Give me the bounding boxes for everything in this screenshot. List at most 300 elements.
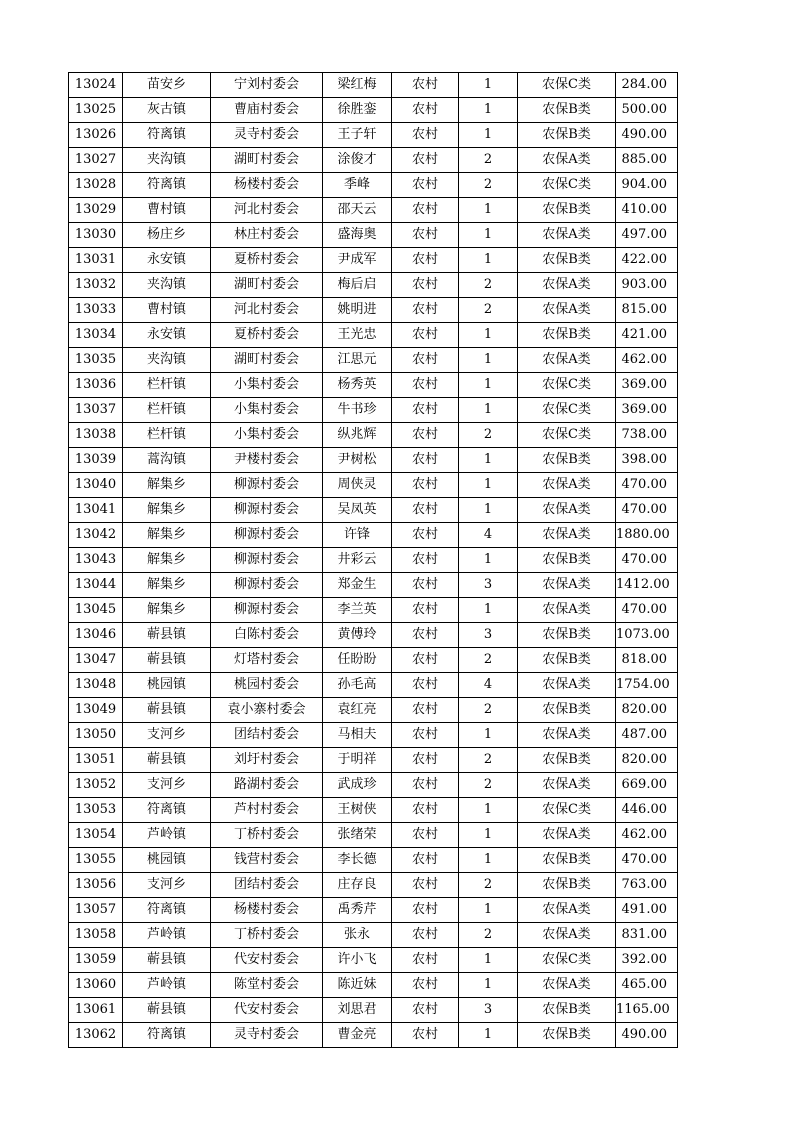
township-cell: 永安镇 [123,248,211,273]
person-name-cell: 徐胜銮 [323,98,392,123]
household-size-cell: 1 [459,198,518,223]
person-name-cell: 杨秀英 [323,373,392,398]
residence-type-cell: 农村 [392,223,459,248]
person-name-cell: 盛海奥 [323,223,392,248]
township-cell: 蕲县镇 [123,998,211,1023]
insurance-category-cell: 农保A类 [518,473,616,498]
record-id-cell: 13053 [69,798,123,823]
insurance-category-cell: 农保C类 [518,423,616,448]
village-committee-cell: 芦村村委会 [211,798,323,823]
amount-cell: 470.00 [616,548,678,573]
residence-type-cell: 农村 [392,773,459,798]
township-cell: 符离镇 [123,173,211,198]
township-cell: 芦岭镇 [123,973,211,998]
household-size-cell: 2 [459,648,518,673]
village-committee-cell: 小集村委会 [211,423,323,448]
residence-type-cell: 农村 [392,348,459,373]
residence-type-cell: 农村 [392,373,459,398]
insurance-category-cell: 农保B类 [518,848,616,873]
residence-type-cell: 农村 [392,648,459,673]
person-name-cell: 尹成军 [323,248,392,273]
village-committee-cell: 河北村委会 [211,298,323,323]
residence-type-cell: 农村 [392,398,459,423]
amount-cell: 369.00 [616,398,678,423]
household-size-cell: 3 [459,573,518,598]
table-row [69,723,678,748]
township-cell: 曹村镇 [123,198,211,223]
table-row [69,598,678,623]
record-id-cell: 13031 [69,248,123,273]
insurance-category-cell: 农保C类 [518,948,616,973]
village-committee-cell: 小集村委会 [211,398,323,423]
amount-cell: 815.00 [616,298,678,323]
village-committee-cell: 灯塔村委会 [211,648,323,673]
table-row [69,848,678,873]
residence-type-cell: 农村 [392,873,459,898]
village-committee-cell: 丁桥村委会 [211,923,323,948]
insurance-category-cell: 农保A类 [518,273,616,298]
township-cell: 支河乡 [123,723,211,748]
village-committee-cell: 宁刘村委会 [211,73,323,98]
table-row [69,648,678,673]
table-row [69,223,678,248]
record-id-cell: 13042 [69,523,123,548]
township-cell: 夹沟镇 [123,348,211,373]
residence-type-cell: 农村 [392,748,459,773]
household-size-cell: 1 [459,448,518,473]
amount-cell: 487.00 [616,723,678,748]
residence-type-cell: 农村 [392,898,459,923]
insurance-category-cell: 农保C类 [518,373,616,398]
village-committee-cell: 丁桥村委会 [211,823,323,848]
residence-type-cell: 农村 [392,948,459,973]
residence-type-cell: 农村 [392,823,459,848]
township-cell: 永安镇 [123,323,211,348]
residence-type-cell: 农村 [392,98,459,123]
village-committee-cell: 代安村委会 [211,948,323,973]
household-size-cell: 2 [459,923,518,948]
village-committee-cell: 杨楼村委会 [211,898,323,923]
village-committee-cell: 杨楼村委会 [211,173,323,198]
residence-type-cell: 农村 [392,448,459,473]
household-size-cell: 4 [459,523,518,548]
township-cell: 符离镇 [123,898,211,923]
township-cell: 苗安乡 [123,73,211,98]
residence-type-cell: 农村 [392,148,459,173]
township-cell: 栏杆镇 [123,398,211,423]
amount-cell: 470.00 [616,848,678,873]
residence-type-cell: 农村 [392,523,459,548]
township-cell: 芦岭镇 [123,923,211,948]
residence-type-cell: 农村 [392,623,459,648]
person-name-cell: 于明祥 [323,748,392,773]
table-row [69,998,678,1023]
record-id-cell: 13056 [69,873,123,898]
amount-cell: 497.00 [616,223,678,248]
township-cell: 解集乡 [123,548,211,573]
household-size-cell: 2 [459,148,518,173]
township-cell: 蕲县镇 [123,948,211,973]
residence-type-cell: 农村 [392,273,459,298]
amount-cell: 490.00 [616,123,678,148]
amount-cell: 669.00 [616,773,678,798]
amount-cell: 398.00 [616,448,678,473]
insurance-category-cell: 农保B类 [518,1023,616,1048]
person-name-cell: 季峰 [323,173,392,198]
person-name-cell: 牛书珍 [323,398,392,423]
record-id-cell: 13062 [69,1023,123,1048]
residence-type-cell: 农村 [392,198,459,223]
township-cell: 芦岭镇 [123,823,211,848]
table-row [69,673,678,698]
insurance-category-cell: 农保B类 [518,623,616,648]
insurance-category-cell: 农保B类 [518,448,616,473]
village-committee-cell: 柳源村委会 [211,523,323,548]
table-row [69,448,678,473]
record-id-cell: 13048 [69,673,123,698]
insurance-category-cell: 农保A类 [518,523,616,548]
residence-type-cell: 农村 [392,973,459,998]
residence-type-cell: 农村 [392,298,459,323]
household-size-cell: 1 [459,123,518,148]
township-cell: 蕲县镇 [123,748,211,773]
insurance-category-cell: 农保C类 [518,73,616,98]
table-row [69,198,678,223]
amount-cell: 462.00 [616,823,678,848]
township-cell: 杨庄乡 [123,223,211,248]
residence-type-cell: 农村 [392,423,459,448]
amount-cell: 470.00 [616,498,678,523]
village-committee-cell: 灵寺村委会 [211,123,323,148]
insurance-category-cell: 农保A类 [518,898,616,923]
household-size-cell: 1 [459,848,518,873]
person-name-cell: 袁红亮 [323,698,392,723]
household-size-cell: 1 [459,598,518,623]
residence-type-cell: 农村 [392,723,459,748]
record-id-cell: 13061 [69,998,123,1023]
residence-type-cell: 农村 [392,473,459,498]
record-id-cell: 13036 [69,373,123,398]
record-id-cell: 13041 [69,498,123,523]
insurance-category-cell: 农保C类 [518,398,616,423]
record-id-cell: 13034 [69,323,123,348]
table-row [69,373,678,398]
record-id-cell: 13055 [69,848,123,873]
table-row [69,398,678,423]
township-cell: 蕲县镇 [123,623,211,648]
person-name-cell: 李兰英 [323,598,392,623]
amount-cell: 462.00 [616,348,678,373]
record-id-cell: 13032 [69,273,123,298]
township-cell: 曹村镇 [123,298,211,323]
village-committee-cell: 钱营村委会 [211,848,323,873]
household-size-cell: 2 [459,273,518,298]
record-id-cell: 13026 [69,123,123,148]
village-committee-cell: 小集村委会 [211,373,323,398]
record-id-cell: 13057 [69,898,123,923]
village-committee-cell: 湖町村委会 [211,273,323,298]
amount-cell: 885.00 [616,148,678,173]
household-size-cell: 1 [459,473,518,498]
person-name-cell: 王树侠 [323,798,392,823]
household-size-cell: 1 [459,323,518,348]
amount-cell: 818.00 [616,648,678,673]
person-name-cell: 许锋 [323,523,392,548]
village-committee-cell: 袁小寨村委会 [211,698,323,723]
record-id-cell: 13028 [69,173,123,198]
table-row [69,173,678,198]
table-row [69,548,678,573]
person-name-cell: 庄存良 [323,873,392,898]
table-row [69,348,678,373]
insurance-category-cell: 农保C类 [518,173,616,198]
table-row [69,898,678,923]
township-cell: 符离镇 [123,123,211,148]
residence-type-cell: 农村 [392,573,459,598]
township-cell: 桃园镇 [123,673,211,698]
person-name-cell: 纵兆辉 [323,423,392,448]
amount-cell: 284.00 [616,73,678,98]
residence-type-cell: 农村 [392,1023,459,1048]
village-committee-cell: 路湖村委会 [211,773,323,798]
residence-type-cell: 农村 [392,548,459,573]
person-name-cell: 姚明进 [323,298,392,323]
household-size-cell: 1 [459,1023,518,1048]
person-name-cell: 尹树松 [323,448,392,473]
township-cell: 解集乡 [123,473,211,498]
village-committee-cell: 柳源村委会 [211,473,323,498]
table-row [69,298,678,323]
person-name-cell: 武成珍 [323,773,392,798]
township-cell: 解集乡 [123,498,211,523]
person-name-cell: 禹秀芹 [323,898,392,923]
insurance-category-cell: 农保A类 [518,673,616,698]
amount-cell: 500.00 [616,98,678,123]
person-name-cell: 任盼盼 [323,648,392,673]
village-committee-cell: 夏桥村委会 [211,323,323,348]
insurance-category-cell: 农保A类 [518,773,616,798]
household-size-cell: 1 [459,73,518,98]
village-committee-cell: 林庄村委会 [211,223,323,248]
table-row [69,498,678,523]
record-id-cell: 13051 [69,748,123,773]
township-cell: 符离镇 [123,1023,211,1048]
person-name-cell: 涂俊才 [323,148,392,173]
data-table [68,72,678,1048]
amount-cell: 446.00 [616,798,678,823]
village-committee-cell: 陈堂村委会 [211,973,323,998]
amount-cell: 1880.00 [616,523,678,548]
record-id-cell: 13046 [69,623,123,648]
table-row [69,73,678,98]
township-cell: 蒿沟镇 [123,448,211,473]
insurance-category-cell: 农保B类 [518,123,616,148]
amount-cell: 465.00 [616,973,678,998]
village-committee-cell: 湖町村委会 [211,348,323,373]
township-cell: 栏杆镇 [123,423,211,448]
record-id-cell: 13059 [69,948,123,973]
village-committee-cell: 柳源村委会 [211,498,323,523]
insurance-category-cell: 农保B类 [518,248,616,273]
record-id-cell: 13043 [69,548,123,573]
record-id-cell: 13027 [69,148,123,173]
insurance-category-cell: 农保B类 [518,548,616,573]
township-cell: 夹沟镇 [123,273,211,298]
amount-cell: 738.00 [616,423,678,448]
record-id-cell: 13030 [69,223,123,248]
household-size-cell: 2 [459,698,518,723]
village-committee-cell: 曹庙村委会 [211,98,323,123]
insurance-category-cell: 农保B类 [518,323,616,348]
person-name-cell: 刘思君 [323,998,392,1023]
amount-cell: 490.00 [616,1023,678,1048]
household-size-cell: 1 [459,398,518,423]
amount-cell: 1412.00 [616,573,678,598]
insurance-category-cell: 农保A类 [518,823,616,848]
residence-type-cell: 农村 [392,248,459,273]
record-id-cell: 13033 [69,298,123,323]
household-size-cell: 1 [459,948,518,973]
insurance-category-cell: 农保B类 [518,198,616,223]
person-name-cell: 王光忠 [323,323,392,348]
table-row [69,248,678,273]
household-size-cell: 3 [459,998,518,1023]
record-id-cell: 13052 [69,773,123,798]
record-id-cell: 13038 [69,423,123,448]
township-cell: 灰古镇 [123,98,211,123]
village-committee-cell: 河北村委会 [211,198,323,223]
residence-type-cell: 农村 [392,323,459,348]
person-name-cell: 吴凤英 [323,498,392,523]
amount-cell: 820.00 [616,748,678,773]
township-cell: 符离镇 [123,798,211,823]
insurance-category-cell: 农保A类 [518,598,616,623]
amount-cell: 820.00 [616,698,678,723]
village-committee-cell: 刘圩村委会 [211,748,323,773]
insurance-category-cell: 农保A类 [518,573,616,598]
table-row [69,573,678,598]
residence-type-cell: 农村 [392,498,459,523]
township-cell: 解集乡 [123,598,211,623]
record-id-cell: 13035 [69,348,123,373]
household-size-cell: 2 [459,873,518,898]
residence-type-cell: 农村 [392,123,459,148]
household-size-cell: 4 [459,673,518,698]
township-cell: 解集乡 [123,523,211,548]
insurance-category-cell: 农保B类 [518,648,616,673]
person-name-cell: 孙毛高 [323,673,392,698]
person-name-cell: 周侠灵 [323,473,392,498]
table-row [69,1023,678,1048]
person-name-cell: 梁红梅 [323,73,392,98]
household-size-cell: 1 [459,248,518,273]
village-committee-cell: 白陈村委会 [211,623,323,648]
amount-cell: 369.00 [616,373,678,398]
household-size-cell: 1 [459,723,518,748]
amount-cell: 831.00 [616,923,678,948]
household-size-cell: 1 [459,498,518,523]
residence-type-cell: 农村 [392,73,459,98]
township-cell: 支河乡 [123,773,211,798]
village-committee-cell: 桃园村委会 [211,673,323,698]
village-committee-cell: 尹楼村委会 [211,448,323,473]
village-committee-cell: 夏桥村委会 [211,248,323,273]
table-row [69,473,678,498]
township-cell: 解集乡 [123,573,211,598]
person-name-cell: 邵天云 [323,198,392,223]
amount-cell: 421.00 [616,323,678,348]
insurance-category-cell: 农保A类 [518,498,616,523]
record-id-cell: 13047 [69,648,123,673]
household-size-cell: 2 [459,173,518,198]
record-id-cell: 13024 [69,73,123,98]
residence-type-cell: 农村 [392,173,459,198]
amount-cell: 470.00 [616,598,678,623]
township-cell: 栏杆镇 [123,373,211,398]
household-size-cell: 2 [459,773,518,798]
person-name-cell: 梅后启 [323,273,392,298]
township-cell: 支河乡 [123,873,211,898]
household-size-cell: 1 [459,823,518,848]
household-size-cell: 2 [459,423,518,448]
table-row [69,948,678,973]
household-size-cell: 1 [459,548,518,573]
household-size-cell: 1 [459,223,518,248]
person-name-cell: 井彩云 [323,548,392,573]
insurance-category-cell: 农保B类 [518,873,616,898]
village-committee-cell: 团结村委会 [211,873,323,898]
residence-type-cell: 农村 [392,698,459,723]
insurance-category-cell: 农保A类 [518,723,616,748]
person-name-cell: 陈近妹 [323,973,392,998]
table-row [69,748,678,773]
household-size-cell: 1 [459,348,518,373]
amount-cell: 491.00 [616,898,678,923]
insurance-category-cell: 农保A类 [518,973,616,998]
table-row [69,798,678,823]
insurance-category-cell: 农保A类 [518,148,616,173]
person-name-cell: 许小飞 [323,948,392,973]
residence-type-cell: 农村 [392,598,459,623]
township-cell: 蕲县镇 [123,698,211,723]
amount-cell: 410.00 [616,198,678,223]
record-id-cell: 13054 [69,823,123,848]
record-id-cell: 13040 [69,473,123,498]
insurance-category-cell: 农保A类 [518,298,616,323]
record-id-cell: 13050 [69,723,123,748]
table-row [69,148,678,173]
village-committee-cell: 团结村委会 [211,723,323,748]
table-row [69,873,678,898]
amount-cell: 392.00 [616,948,678,973]
insurance-category-cell: 农保C类 [518,798,616,823]
township-cell: 蕲县镇 [123,648,211,673]
table-row [69,623,678,648]
residence-type-cell: 农村 [392,923,459,948]
table-row [69,98,678,123]
record-id-cell: 13044 [69,573,123,598]
residence-type-cell: 农村 [392,848,459,873]
table-row [69,923,678,948]
record-id-cell: 13045 [69,598,123,623]
village-committee-cell: 湖町村委会 [211,148,323,173]
person-name-cell: 张永 [323,923,392,948]
table-row [69,823,678,848]
table-row [69,773,678,798]
record-id-cell: 13060 [69,973,123,998]
record-id-cell: 13049 [69,698,123,723]
household-size-cell: 1 [459,898,518,923]
